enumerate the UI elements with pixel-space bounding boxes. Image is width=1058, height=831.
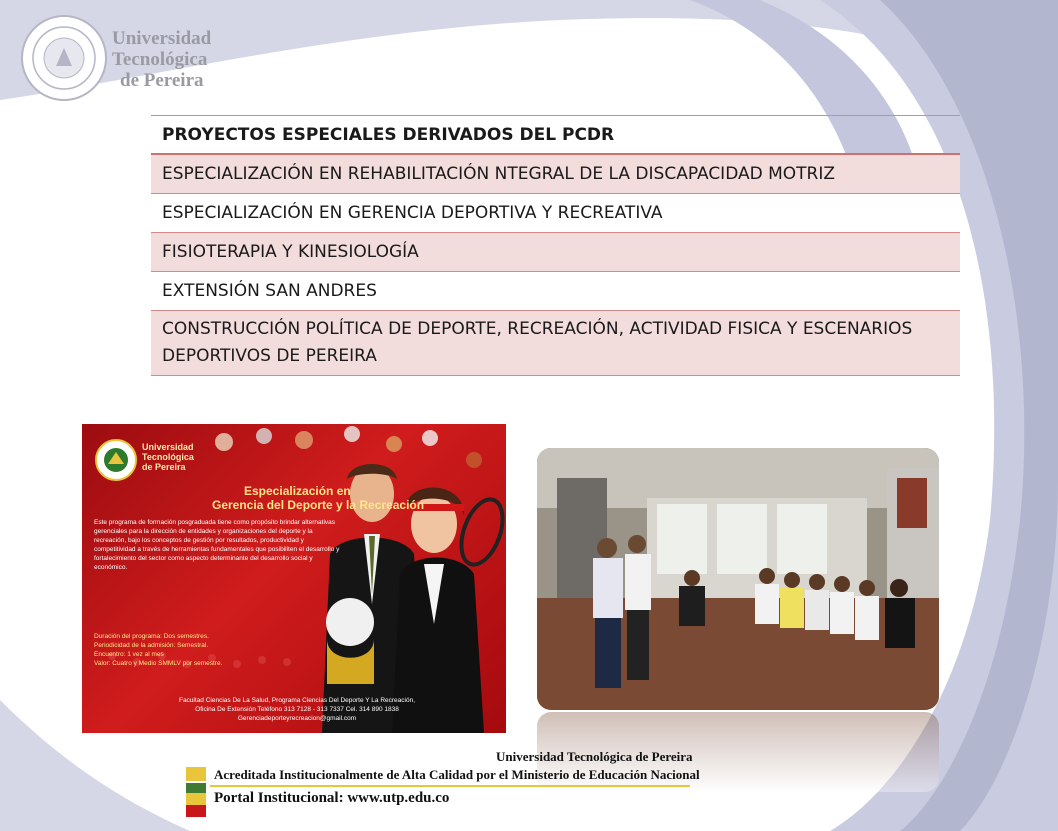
- flyer-footer: [172, 696, 422, 723]
- table-header: PROYECTOS ESPECIALES DERIVADOS DEL PCDR: [151, 116, 960, 155]
- projects-table: [151, 115, 960, 376]
- university-seal-icon: [20, 14, 108, 102]
- footer-portal-link[interactable]: Portal Institucional: www.utp.edu.co: [214, 790, 450, 806]
- footer-swatch-green: [186, 783, 206, 793]
- table-header-row: [151, 116, 960, 155]
- flyer-footer-line-2: Oficina De Extensión Teléfono 313 7128 - 313 7337 Cel. 314 890 1838: [195, 706, 399, 713]
- footer-university-name: Universidad Tecnológica de Pereira: [496, 749, 693, 764]
- flyer-title-line-1: Especialización en: [244, 484, 351, 498]
- flyer-duration: Duración del programa: Dos semestres.: [94, 633, 209, 640]
- flyer-logo-text: [142, 442, 194, 472]
- footer-divider: [210, 785, 690, 787]
- table-row: [151, 233, 960, 272]
- logo-line-1: Universidad: [112, 28, 212, 49]
- table-cell: FISIOTERAPIA Y KINESIOLOGÍA: [151, 233, 960, 272]
- flyer-admission: Periodicidad de la admisión: Semestral.: [94, 642, 209, 649]
- flyer-logo-line-1: Universidad: [142, 442, 194, 452]
- program-flyer-image: [82, 424, 506, 733]
- footer-swatch-yellow: [186, 767, 206, 781]
- flyer-logo-line-3: de Pereira: [142, 462, 186, 472]
- table-cell: EXTENSIÓN SAN ANDRES: [151, 272, 960, 311]
- table-cell: ESPECIALIZACIÓN EN REHABILITACIÓN NTEGRAL DE LA DISCAPACIDAD MOTRIZ: [151, 154, 960, 194]
- table-cell: ESPECIALIZACIÓN EN GERENCIA DEPORTIVA Y RECREATIVA: [151, 194, 960, 233]
- flyer-title-line-2: Gerencia del Deporte y la Recreación: [212, 498, 425, 512]
- university-logo: [20, 14, 220, 106]
- flyer-logo-line-2: Tecnológica: [142, 452, 194, 462]
- flyer-meeting: Encuentro: 1 vez al mes: [94, 651, 164, 658]
- university-name: [112, 28, 211, 91]
- footer: [186, 747, 706, 817]
- table-row: [151, 272, 960, 311]
- table-row: [151, 311, 960, 376]
- footer-swatch-yellow-2: [186, 793, 206, 805]
- table-row: [151, 154, 960, 194]
- flyer-info: [94, 632, 222, 668]
- flyer-footer-line-1: Facultad Ciencias De La Salud, Programa Ciencias Del Deporte Y La Recreación,: [178, 697, 416, 704]
- logo-line-2: Tecnológica: [112, 49, 208, 70]
- classroom-photo-artwork: [537, 448, 939, 710]
- table-cell: CONSTRUCCIÓN POLÍTICA DE DEPORTE, RECREACIÓN, ACTIVIDAD FISICA Y ESCENARIOS DEPORTIVOS DE PEREIRA: [151, 311, 960, 376]
- flyer-title: [212, 484, 424, 512]
- flyer-footer-line-3: Gerenciadeporteyrecreacion@gmail.com: [237, 715, 357, 722]
- table-row: [151, 194, 960, 233]
- classroom-photo: [537, 448, 939, 710]
- footer-swatch-red: [186, 805, 206, 817]
- flyer-value: Valor: Cuatro y Medio SMMLV por semestre.: [94, 660, 223, 667]
- flyer-description: Este programa de formación posgraduada tiene como propósito brindar alternativas gerenciales para la dirección de entidades y organizaciones del deporte y la recreación, bajo los conceptos de gestión por resultados, productividad y competitividad a través de herramientas fundamentales que posibiliten el desarrollo y fortalecimiento del sector como aspecto determinante del desarrollo social y económico.: [94, 519, 340, 571]
- footer-accreditation: Acreditada Institucionalmente de Alta Calidad por el Ministerio de Educación Nacional: [214, 767, 700, 782]
- logo-line-3: de Pereira: [120, 70, 204, 91]
